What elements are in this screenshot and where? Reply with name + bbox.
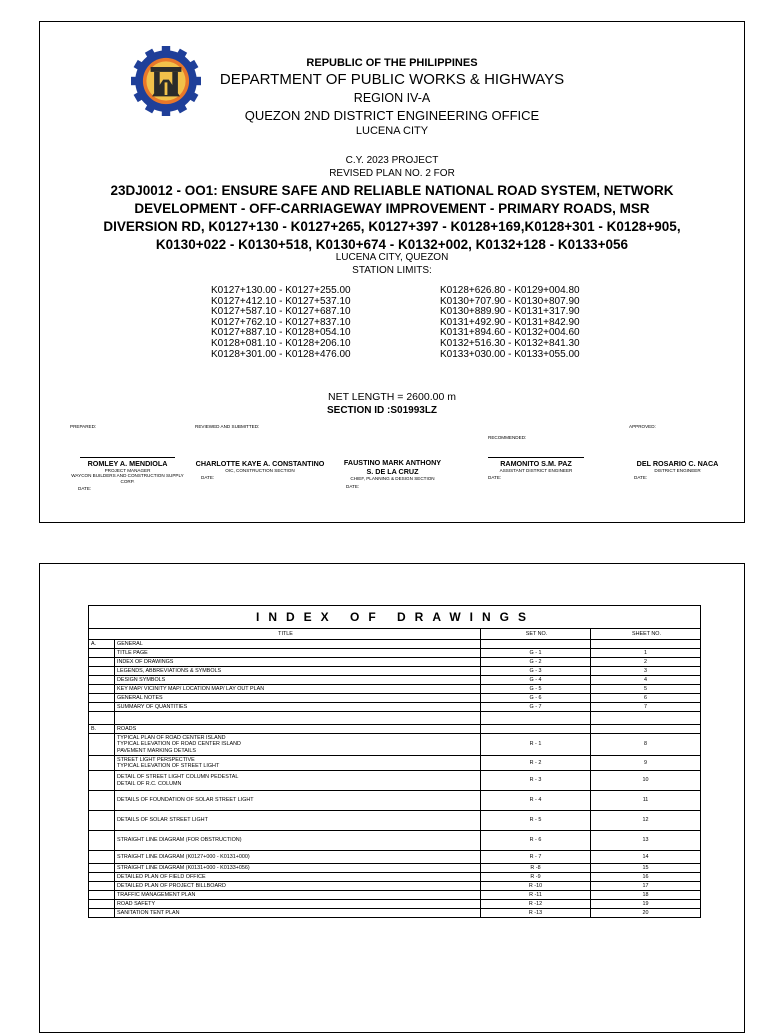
row-section <box>89 811 115 831</box>
reviewed-label: REVIEWED AND SUBMITTED: <box>195 424 260 429</box>
date-label: DATE: <box>488 475 502 480</box>
table-row <box>89 703 701 712</box>
row-sheet-no: 18 <box>591 891 701 900</box>
row-sheet-no <box>591 712 701 725</box>
row-set-no: R - 5 <box>481 811 591 831</box>
row-title: LEGENDS, ABBREVIATIONS & SYMBOLS <box>115 667 481 676</box>
row-title: KEY MAP/ VICINITY MAP/ LOCATION MAP/ LAY OUT PLAN <box>115 685 481 694</box>
date-label: DATE: <box>634 475 648 480</box>
station-range: K0133+030.00 - K0133+055.00 <box>440 348 580 360</box>
station-range: K0127+587.10 - K0127+687.10 <box>211 306 351 318</box>
row-title <box>115 712 481 725</box>
row-title: SUMMARY OF QUANTITIES <box>115 703 481 712</box>
row-set-no: R -10 <box>481 882 591 891</box>
station-range: K0132+516.30 - K0132+841.30 <box>440 337 580 349</box>
signatory-role: ASSISTANT DISTRICT ENGINEER <box>499 468 573 473</box>
table-row <box>89 725 701 734</box>
station-range: K0127+887.10 - K0128+054.10 <box>211 327 351 339</box>
row-title: DETAILS OF FOUNDATION OF SOLAR STREET LIGHT <box>115 791 481 811</box>
column-header-row <box>89 629 701 640</box>
row-sheet-no: 10 <box>591 771 701 791</box>
row-set-no: R -11 <box>481 891 591 900</box>
signature-line <box>80 457 175 458</box>
table-row <box>89 694 701 703</box>
signatory-role: CHIEF, PLANNING & DESIGN SECTION <box>350 476 435 481</box>
signatory-name: RAMONITO S.M. PAZ <box>500 459 572 468</box>
row-sheet-no: 3 <box>591 667 701 676</box>
row-title: TYPICAL PLAN OF ROAD CENTER ISLAND TYPICAL ELEVATION OF ROAD CENTER ISLAND PAVEMENT MARKING DETAILS <box>115 734 481 756</box>
signatory-block <box>478 459 594 473</box>
station-range: K0128+301.00 - K0128+476.00 <box>211 348 351 360</box>
row-set-no: R - 7 <box>481 851 591 864</box>
row-title: ROAD SAFETY <box>115 900 481 909</box>
table-row <box>89 900 701 909</box>
column-header-sheet: SHEET NO. <box>591 629 701 640</box>
station-range: K0128+081.10 - K0128+206.10 <box>211 337 351 349</box>
table-row <box>89 640 701 649</box>
date-label: DATE: <box>346 484 360 489</box>
signatory-org: WAYCON BUILDERS AND CONSTRUCTION SUPPLY CORP. <box>71 473 184 484</box>
signatory-name-line2: S. DE LA CRUZ <box>366 467 419 476</box>
row-sheet-no: 5 <box>591 685 701 694</box>
signatory-name: FAUSTINO MARK ANTHONY <box>343 458 442 467</box>
region-text: REGION IV-A <box>353 91 431 105</box>
row-title: DETAILED PLAN OF FIELD OFFICE <box>115 873 481 882</box>
row-set-no: R - 4 <box>481 791 591 811</box>
table-row <box>89 851 701 864</box>
project-title-line: DIVERSION RD, K0127+130 - K0127+265, K0127+397 - K0128+169,K0128+301 - K0128+905, <box>103 219 681 234</box>
signatory-name: CHARLOTTE KAYE A. CONSTANTINO <box>195 459 325 468</box>
row-section <box>89 791 115 811</box>
row-section <box>89 712 115 725</box>
row-sheet-no: 11 <box>591 791 701 811</box>
row-set-no: G - 3 <box>481 667 591 676</box>
prepared-label: PREPARED: <box>70 424 97 429</box>
row-section <box>89 771 115 791</box>
station-range: K0128+626.80 - K0129+004.80 <box>440 285 580 296</box>
row-sheet-no: 1 <box>591 649 701 658</box>
row-set-no: R -8 <box>481 864 591 873</box>
row-section <box>89 864 115 873</box>
row-section: B. <box>89 725 115 734</box>
row-title: STRAIGHT LINE DIAGRAM (K0131+000 - K0133+056) <box>115 864 481 873</box>
row-title: STRAIGHT LINE DIAGRAM (K0127+000 - K0131+000) <box>115 851 481 864</box>
project-title-line: 23DJ0012 - OO1: ENSURE SAFE AND RELIABLE NATIONAL ROAD SYSTEM, NETWORK <box>110 183 674 198</box>
date-label: DATE: <box>201 475 215 480</box>
net-length-text: NET LENGTH = 2600.00 m <box>328 391 456 403</box>
station-range: K0127+412.10 - K0127+537.10 <box>211 295 351 307</box>
department-heading: DEPARTMENT OF PUBLIC WORKS & HIGHWAYS <box>219 71 565 88</box>
row-set-no: G - 4 <box>481 676 591 685</box>
project-title-line: K0130+022 - K0130+518, K0130+674 - K0132+002, K0132+128 - K0133+056 <box>155 237 629 252</box>
republic-heading: REPUBLIC OF THE PHILIPPINES <box>306 57 478 69</box>
row-section <box>89 703 115 712</box>
row-section <box>89 882 115 891</box>
row-set-no: R - 2 <box>481 756 591 771</box>
project-title <box>40 182 744 254</box>
row-title: ROADS <box>115 725 481 734</box>
table-row <box>89 791 701 811</box>
row-title: DESIGN SYMBOLS <box>115 676 481 685</box>
row-set-no: R -13 <box>481 909 591 918</box>
row-set-no: G - 5 <box>481 685 591 694</box>
row-title: TITLE PAGE <box>115 649 481 658</box>
title-page-sheet <box>39 21 745 523</box>
row-section <box>89 909 115 918</box>
column-header-title: TITLE <box>89 629 481 640</box>
row-title: SANITATION TENT PLAN <box>115 909 481 918</box>
row-set-no: G - 2 <box>481 658 591 667</box>
signatory-role: PROJECT MANAGER <box>104 468 151 473</box>
index-table-body <box>89 640 701 918</box>
station-range: K0131+894.60 - K0132+004.60 <box>440 327 580 339</box>
station-list-left <box>211 286 351 360</box>
signatory-name: DEL ROSARIO C. NACA <box>636 459 719 468</box>
table-row <box>89 712 701 725</box>
row-sheet-no: 16 <box>591 873 701 882</box>
table-row <box>89 734 701 756</box>
row-set-no <box>481 640 591 649</box>
index-of-drawings-table <box>88 605 701 918</box>
table-row <box>89 831 701 851</box>
row-section: A. <box>89 640 115 649</box>
station-range: K0127+762.10 - K0127+837.10 <box>211 316 351 328</box>
row-set-no: G - 7 <box>481 703 591 712</box>
row-section <box>89 756 115 771</box>
row-section <box>89 658 115 667</box>
date-label: DATE: <box>78 486 92 491</box>
row-sheet-no: 6 <box>591 694 701 703</box>
table-row <box>89 811 701 831</box>
row-sheet-no: 4 <box>591 676 701 685</box>
row-sheet-no: 20 <box>591 909 701 918</box>
row-sheet-no: 14 <box>591 851 701 864</box>
row-title: DETAIL OF STREET LIGHT COLUMN PEDESTAL DETAIL OF R.C. COLUMN <box>115 771 481 791</box>
row-section <box>89 873 115 882</box>
row-sheet-no <box>591 640 701 649</box>
signatory-block <box>330 458 455 481</box>
row-sheet-no: 19 <box>591 900 701 909</box>
row-set-no: R - 3 <box>481 771 591 791</box>
row-section <box>89 734 115 756</box>
row-set-no: R -12 <box>481 900 591 909</box>
row-title: INDEX OF DRAWINGS <box>115 658 481 667</box>
row-set-no: R - 1 <box>481 734 591 756</box>
table-row <box>89 658 701 667</box>
row-section <box>89 831 115 851</box>
column-header-set: SET NO. <box>481 629 591 640</box>
table-row <box>89 756 701 771</box>
row-section <box>89 900 115 909</box>
row-set-no: R -9 <box>481 873 591 882</box>
section-id-text: SECTION ID :S01993LZ <box>327 405 438 416</box>
station-range: K0131+492.90 - K0131+842.90 <box>440 316 580 328</box>
station-range: K0130+889.90 - K0131+317.90 <box>440 306 580 318</box>
signatory-block <box>190 459 330 473</box>
row-title: GENERAL <box>115 640 481 649</box>
row-sheet-no: 9 <box>591 756 701 771</box>
row-section <box>89 676 115 685</box>
row-sheet-no: 15 <box>591 864 701 873</box>
table-row <box>89 909 701 918</box>
table-row <box>89 649 701 658</box>
row-title: TRAFFIC MANAGEMENT PLAN <box>115 891 481 900</box>
station-list-right <box>440 286 580 360</box>
table-row <box>89 864 701 873</box>
index-sheet <box>39 563 745 1033</box>
station-limits-label: STATION LIMITS: <box>352 265 432 276</box>
row-section <box>89 694 115 703</box>
row-sheet-no: 12 <box>591 811 701 831</box>
row-section <box>89 685 115 694</box>
row-section <box>89 891 115 900</box>
row-set-no: G - 1 <box>481 649 591 658</box>
row-section <box>89 851 115 864</box>
row-sheet-no: 2 <box>591 658 701 667</box>
table-row <box>89 667 701 676</box>
row-section <box>89 649 115 658</box>
row-set-no <box>481 725 591 734</box>
location-text: LUCENA CITY, QUEZON <box>335 252 449 263</box>
row-title: DETAILED PLAN OF PROJECT BILLBOARD <box>115 882 481 891</box>
row-title: STRAIGHT LINE DIAGRAM (FOR OBSTRUCTION) <box>115 831 481 851</box>
approved-label: APPROVED: <box>629 424 656 429</box>
table-row <box>89 891 701 900</box>
recommended-label: RECOMMENDED: <box>488 435 527 440</box>
city-text: LUCENA CITY <box>355 125 429 137</box>
table-row <box>89 771 701 791</box>
index-title: INDEX OF DRAWINGS <box>89 606 701 629</box>
row-title: STREET LIGHT PERSPECTIVE TYPICAL ELEVATION OF STREET LIGHT <box>115 756 481 771</box>
row-title: DETAILS OF SOLAR STREET LIGHT <box>115 811 481 831</box>
signatory-role: DISTRICT ENGINEER <box>654 468 701 473</box>
project-year-text: C.Y. 2023 PROJECT <box>345 155 439 166</box>
row-sheet-no <box>591 725 701 734</box>
signature-line <box>488 457 584 458</box>
row-sheet-no: 13 <box>591 831 701 851</box>
revised-plan-text: REVISED PLAN NO. 2 FOR <box>329 168 455 179</box>
signatory-role: OIC, CONSTRUCTION SECTION <box>225 468 295 473</box>
row-section <box>89 667 115 676</box>
table-row <box>89 676 701 685</box>
station-range: K0130+707.90 - K0130+807.90 <box>440 295 580 307</box>
table-row <box>89 882 701 891</box>
row-sheet-no: 8 <box>591 734 701 756</box>
table-row <box>89 685 701 694</box>
row-sheet-no: 7 <box>591 703 701 712</box>
table-row <box>89 873 701 882</box>
row-title: GENERAL NOTES <box>115 694 481 703</box>
station-range: K0127+130.00 - K0127+255.00 <box>211 285 351 296</box>
row-set-no: G - 6 <box>481 694 591 703</box>
project-title-line: DEVELOPMENT - OFF-CARRIAGEWAY IMPROVEMENT - PRIMARY ROADS, MSR <box>134 201 650 216</box>
row-sheet-no: 17 <box>591 882 701 891</box>
signatory-block <box>70 459 185 484</box>
row-set-no: R - 6 <box>481 831 591 851</box>
row-set-no <box>481 712 591 725</box>
signatory-name: ROMLEY A. MENDIOLA <box>87 459 168 468</box>
office-text: QUEZON 2ND DISTRICT ENGINEERING OFFICE <box>244 108 540 123</box>
signatory-block <box>625 459 730 473</box>
